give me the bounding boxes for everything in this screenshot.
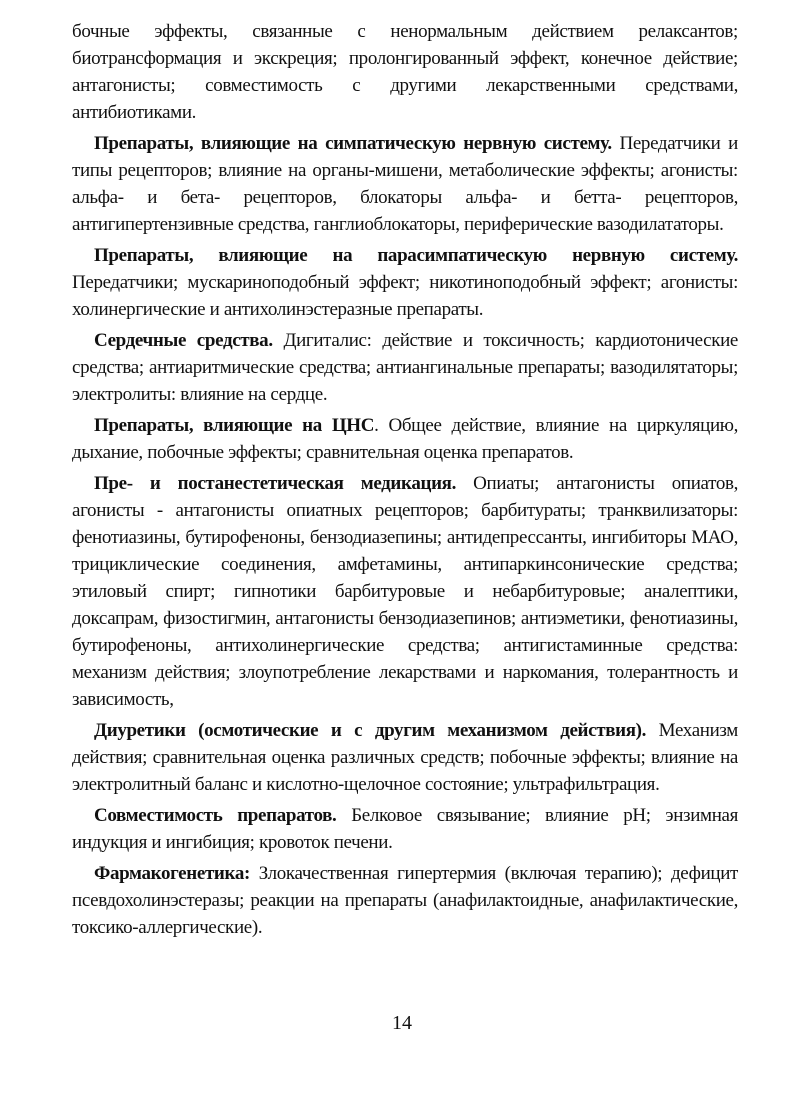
paragraph-text: . Общее действие, влияние на циркуляцию, дыхание, побочные эффекты; сравнительная оценка препаратов. bbox=[72, 415, 739, 463]
paragraph-text: Злокачественная гипертермия (включая терапию); дефицит псевдохолинэстеразы; реакции на препараты (анафилактоидные, анафилактические, токсико-аллергические). bbox=[72, 863, 738, 938]
paragraph-text: бочные эффекты, связанные с ненормальным действием релаксантов; биотрансформация и экскреция; пролонгированный эффект, конечное действие; антагонисты; совместимость с другими лекарственными средствами, антибиотиками. bbox=[72, 21, 738, 123]
paragraph-sympathetic bbox=[72, 130, 738, 238]
paragraph-text: Механизм действия; сравнительная оценка различных средств; побочные эффекты; влияние на электролитный баланс и кислотно-щелочное состояние; ультрафильтрация. bbox=[72, 720, 738, 795]
paragraph-pharmacogenetics bbox=[72, 860, 738, 941]
section-heading: Совместимость препаратов. bbox=[94, 805, 337, 826]
section-heading: Фармакогенетика: bbox=[94, 863, 250, 884]
section-heading: Сердечные средства. bbox=[94, 330, 273, 351]
paragraph-cns bbox=[72, 412, 738, 466]
paragraph-diuretics bbox=[72, 717, 738, 798]
paragraph-compatibility bbox=[72, 802, 738, 856]
paragraph-premedication bbox=[72, 470, 738, 713]
paragraph-text: Белковое связывание; влияние pH; энзимная индукция и ингибиция; кровоток печени. bbox=[72, 805, 738, 853]
paragraph-text: Передатчики и типы рецепторов; влияние на органы-мишени, метаболические эффекты; агонисты: альфа- и бета- рецепторов, блокаторы альфа- и бетта- рецепторов, антигипертензивные средства, ганглиоблокаторы, периферические вазодилататоры. bbox=[72, 133, 739, 235]
paragraph-text: Передатчики; мускариноподобный эффект; никотиноподобный эффект; агонисты: холинергические и антихолинэстеразные препараты. bbox=[72, 272, 738, 320]
page-body bbox=[72, 18, 738, 945]
section-heading: Пре- и постанестетическая медикация. bbox=[94, 473, 457, 494]
paragraph-text: Опиаты; антагонисты опиатов, агонисты - антагонисты опиатных рецепторов; барбитураты; транквилизаторы: фенотиазины, бутирофеноны, бензодиазепины; антидепрессанты, ингибиторы МАО, трициклические соединения, амфетамины, антипаркинсонические средства; этиловый спирт; гипнотики барбитуровые и небарбитуровые; аналептики, доксапрам, физостигмин, антагонисты бензодиазепинов; антиэметики, фенотиазины, бутирофеноны, антихолинергические средства; антигистаминные средства: механизм действия; злоупотребление лекарствами и наркомания, толерантность и зависимость, bbox=[72, 473, 738, 710]
section-heading: Препараты, влияющие на симпатическую нервную систему. bbox=[94, 133, 612, 154]
section-heading: Препараты, влияющие на ЦНС bbox=[94, 415, 375, 436]
paragraph-cardiac bbox=[72, 327, 738, 408]
section-heading: Препараты, влияющие на парасимпатическую нервную систему. bbox=[94, 245, 738, 266]
paragraph-parasympathetic bbox=[72, 242, 738, 323]
section-heading: Диуретики (осмотические и с другим механизмом действия). bbox=[94, 720, 647, 741]
page-number: 14 bbox=[392, 1012, 412, 1034]
paragraph-text: Дигиталис: действие и токсичность; кардиотонические средства; антиаритмические средства; антиангинальные препараты; вазодилятаторы; электролиты: влияние на сердце. bbox=[72, 330, 738, 405]
paragraph-relaxants-continued bbox=[72, 18, 738, 126]
